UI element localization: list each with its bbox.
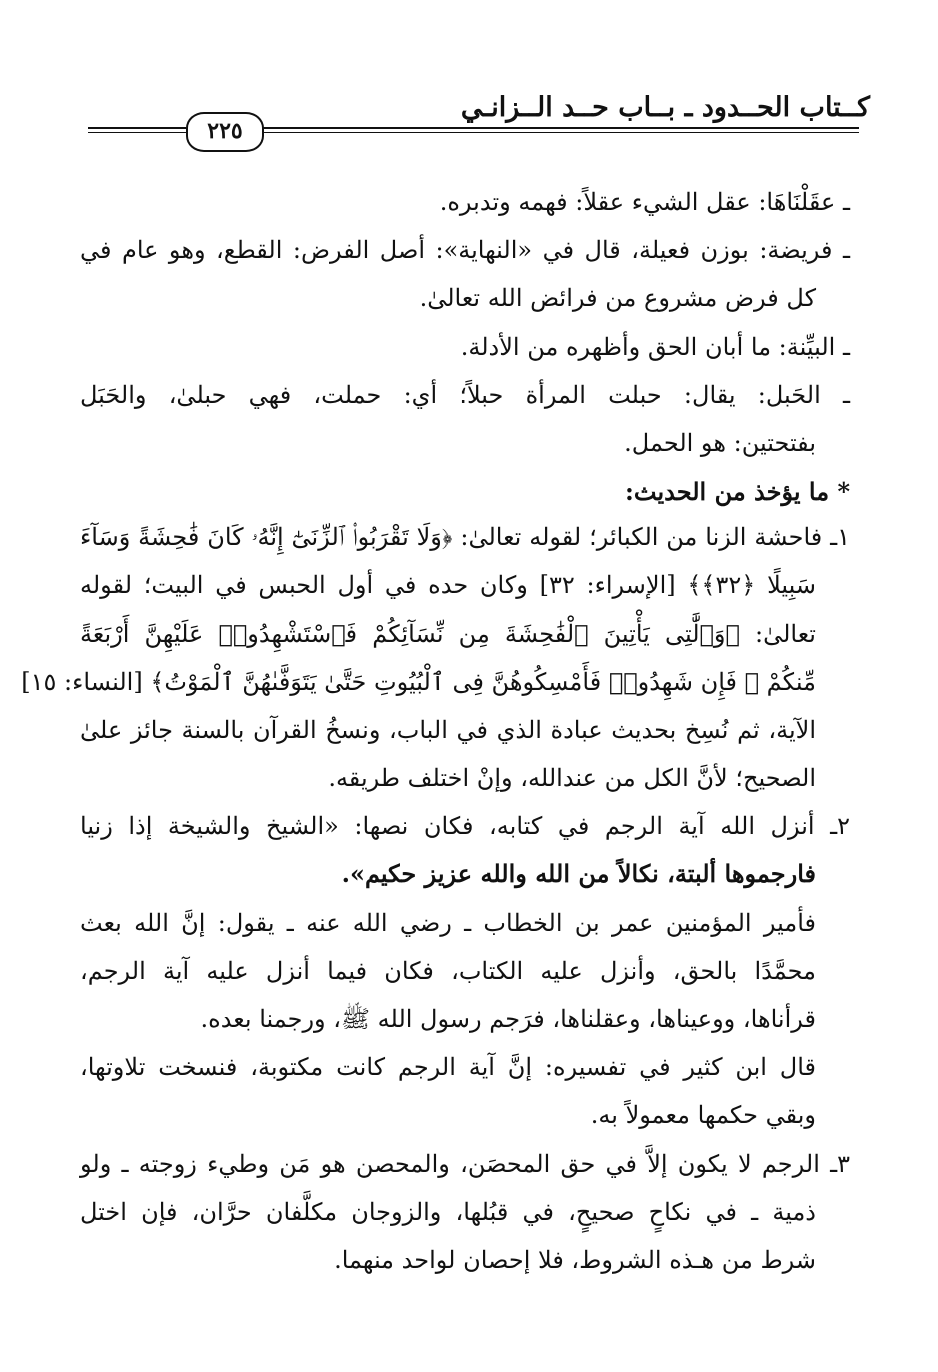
point-2-line — [80, 802, 850, 850]
paragraph-text: محمَّدًا بالحق، وأنزل عليه الكتاب، فكان فيما أنزل عليه آية الرجم، — [80, 956, 816, 985]
glossary-text: بفتحتين: هو الحمل. — [624, 428, 816, 457]
glossary-fareeda — [80, 226, 850, 274]
point-1-line — [21, 658, 850, 706]
point-3-line — [80, 1236, 850, 1284]
paragraph-text: فأمير المؤمنين عمر بن الخطاب ـ رضي الله عنه ـ يقول: إنَّ الله بعث — [80, 908, 816, 937]
paragraph-text: الصحيح؛ لأنَّ الكل من عندالله، وإنْ اختلف طريقه. — [328, 764, 816, 793]
point-1-line — [80, 706, 850, 754]
page-number-badge — [186, 112, 264, 152]
glossary-text: كل فرض مشروع من فرائض الله تعالىٰ. — [419, 284, 816, 313]
glossary-bayyina — [80, 323, 850, 371]
page-body — [21, 178, 850, 1284]
point-2-verse-line — [80, 850, 850, 898]
header-rule-right — [262, 127, 859, 129]
page-number: ٢٢٥ — [207, 118, 243, 144]
paragraph-text: ٢ـ أنزل الله آية الرجم في كتابه، فكان نصها: «الشيخ والشيخة إذا زنيا — [80, 812, 850, 841]
point-2-line — [80, 1043, 850, 1091]
header-rule-left-thin — [88, 132, 186, 133]
paragraph-text: ٣ـ الرجم لا يكون إلاَّ في حق المحصَن، والمحصن هو مَن وطيء زوجته ـ ولو — [80, 1149, 850, 1178]
running-header-title: كــتاب الحــدود ـ بــاب حــد الــزانـي — [460, 92, 870, 123]
paragraph-text: سَبِيلًا ﴿٣٢﴾﴾ [الإسراء: ٣٢] وكان حده في أول الحبس في البيت؛ لقوله — [80, 571, 816, 600]
glossary-text: ـ الحَبل: يقال: حبلت المرأة حبلاً؛ أي: حملت، فهي حبلىٰ، والحَبَل — [80, 380, 850, 409]
point-2-line — [80, 995, 850, 1043]
glossary-text: ـ فريضة: بوزن فعيلة، قال في «النهاية»: أصل الفرض: القطع، وهو عام في — [80, 236, 850, 265]
header-rule-left — [88, 127, 186, 129]
section-heading-text: * ما يؤخذ من الحديث: — [625, 477, 850, 507]
point-2-line — [80, 947, 850, 995]
paragraph-text: فارجموها ألبتة، نكالاً من الله والله عزيز حكيم». — [341, 859, 816, 889]
point-1-line — [80, 513, 850, 561]
point-3-line — [80, 1140, 850, 1188]
glossary-fareeda-cont — [80, 274, 850, 322]
paragraph-text: ١ـ فاحشة الزنا من الكبائر؛ لقوله تعالىٰ: ﴿وَلَا تَقْرَبُوا۟ ٱلزِّنَىٰٓ إِنَّهُۥ كَانَ فَٰحِشَةً وَسَآءَ — [80, 523, 850, 552]
paragraph-text: الآية، ثم نُسِخ بحديث عبادة الذي في الباب، ونسخُ القرآن بالسنة جائز علىٰ — [80, 715, 816, 744]
paragraph-text: ذمية ـ في نكاحٍ صحيحٍ، في قبُلها، والزوجان مكلَّفان حرَّان، فإن اختل — [80, 1197, 816, 1226]
point-1-line — [80, 561, 850, 609]
point-1-line — [80, 754, 850, 802]
point-1-line — [80, 610, 850, 658]
point-2-line — [80, 899, 850, 947]
paragraph-text: قال ابن كثير في تفسيره: إنَّ آية الرجم كانت مكتوبة، فنسخت تلاوتها، — [80, 1053, 816, 1082]
glossary-text: ـ عقَلْنَاهَا: عقل الشيء عقلاً: فهمه وتدبره. — [439, 188, 850, 216]
glossary-aqalnaha — [80, 178, 850, 226]
glossary-habal — [80, 371, 850, 419]
header-rule-right-thin — [262, 132, 859, 133]
paragraph-text: وبقي حكمها معمولاً به. — [590, 1101, 816, 1130]
glossary-text: ـ البيِّنة: ما أبان الحق وأظهره من الأدلة. — [460, 332, 850, 361]
point-2-line — [80, 1091, 850, 1139]
section-heading — [80, 471, 850, 513]
paragraph-text: تعالىٰ: ﴿وَٱلَّٰتِى يَأْتِينَ ٱلْفَٰحِشَةَ مِن نِّسَآئِكُمْ فَٱسْتَشْهِدُوا۟ عَلَيْهِنَّ أَرْبَعَةً — [80, 619, 816, 648]
paragraph-text: مِّنكُمْ ۖ فَإِن شَهِدُوا۟ فَأَمْسِكُوهُنَّ فِى ٱلْبُيُوتِ حَتَّىٰ يَتَوَفَّىٰهُنَّ ٱلْمَوْتُ﴾ [النساء: ١٥] — [21, 667, 816, 696]
glossary-habal-cont — [80, 419, 850, 467]
paragraph-text: شرط من هـذه الشروط، فلا إحصان لواحد منهما. — [334, 1245, 816, 1274]
paragraph-text: قرأناها، ووعيناها، وعقلناها، فرَجم رسول الله ﷺ، ورجمنا بعده. — [200, 1005, 816, 1033]
point-3-line — [80, 1188, 850, 1236]
